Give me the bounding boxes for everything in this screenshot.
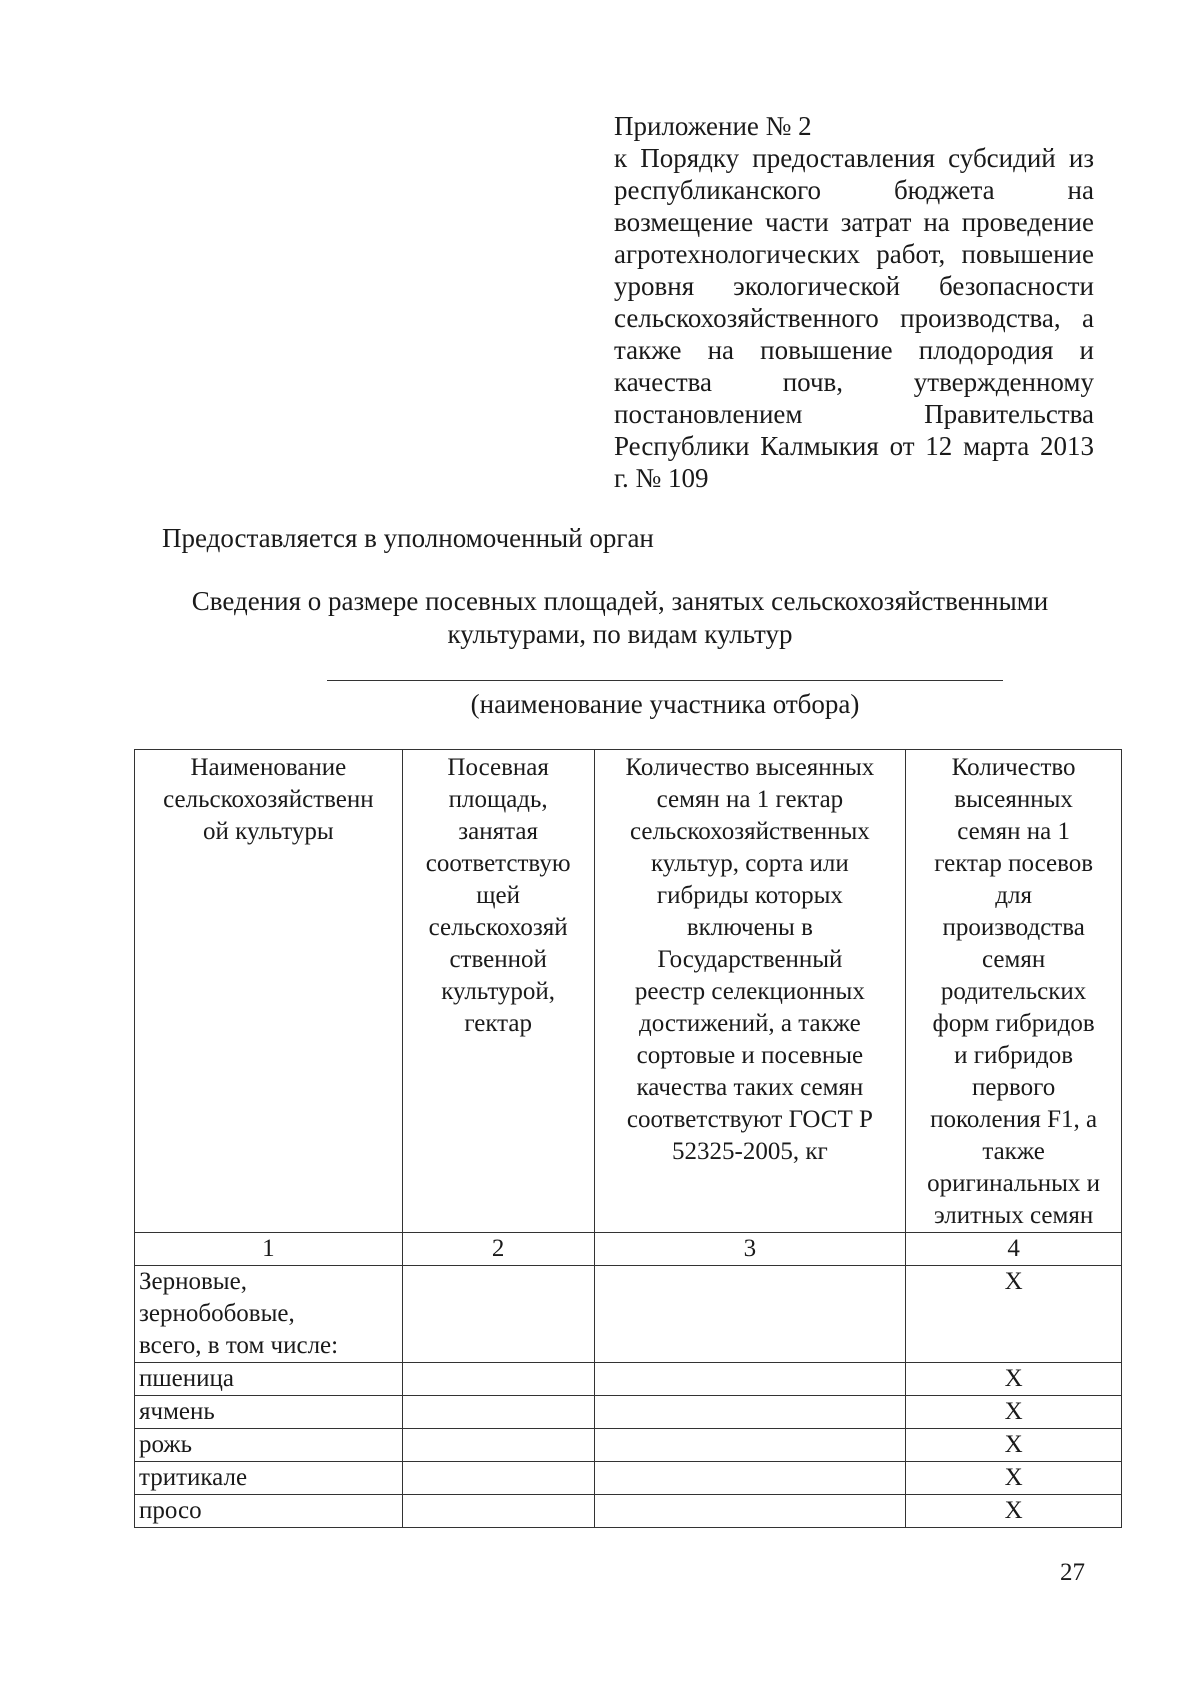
appendix-line: уровня экологической безопасности <box>614 271 1094 301</box>
sown-area-cell <box>402 1396 594 1429</box>
seeds-cell <box>594 1396 906 1429</box>
header-hybrid-seeds-per-hectare: Количество высеянных семян на 1 гектар посевов для производства семян родительских форм гибридов и гибридов первого поколения F1, а также оригинальных и элитных семян <box>906 750 1122 1233</box>
appendix-line: агротехнологических работ, повышение <box>614 239 1094 269</box>
column-number-row <box>135 1233 1122 1266</box>
page-number: 27 <box>1060 1559 1085 1586</box>
crop-name-cell: тритикале <box>135 1462 403 1495</box>
crop-name-cell: просо <box>135 1495 403 1528</box>
seeds-cell <box>594 1462 906 1495</box>
appendix-line: Республики Калмыкия от 12 марта 2013 <box>614 431 1094 461</box>
crop-name-cell: рожь <box>135 1429 403 1462</box>
hybrid-seeds-cell: X <box>906 1396 1122 1429</box>
table-row <box>135 1363 1122 1396</box>
column-number: 4 <box>906 1233 1122 1266</box>
appendix-line: к Порядку предоставления субсидий из <box>614 143 1094 173</box>
table-row <box>135 1266 1122 1363</box>
appendix-line: постановлением Правительства <box>614 399 1094 429</box>
appendix-line: возмещение части затрат на проведение <box>614 207 1094 237</box>
column-number: 3 <box>594 1233 906 1266</box>
appendix-line: сельскохозяйственного производства, а <box>614 303 1094 333</box>
document-title <box>130 585 1110 651</box>
header-crop-name: Наименование сельскохозяйственн ой культуры <box>135 750 403 1233</box>
header-seeds-per-hectare: Количество высеянных семян на 1 гектар сельскохозяйственных культур, сорта или гибриды которых включены в Государственный реестр селекционных достижений, а также сортовые и посевные качества таких семян соответствуют ГОСТ Р 52325-2005, кг <box>594 750 906 1233</box>
seeds-cell <box>594 1429 906 1462</box>
crop-area-table <box>134 749 1122 1528</box>
table-header-row <box>135 750 1122 1233</box>
sown-area-cell <box>402 1429 594 1462</box>
hybrid-seeds-cell: X <box>906 1462 1122 1495</box>
table-row <box>135 1396 1122 1429</box>
participant-name-blank-line <box>327 680 1003 681</box>
hybrid-seeds-cell: X <box>906 1363 1122 1396</box>
crop-name-cell: Зерновые, зернобобовые, всего, в том числе: <box>135 1266 403 1363</box>
hybrid-seeds-cell: X <box>906 1429 1122 1462</box>
sown-area-cell <box>402 1495 594 1528</box>
column-number: 2 <box>402 1233 594 1266</box>
submit-note: Предоставляется в уполномоченный орган <box>162 523 654 553</box>
document-title-line: культурами, по видам культур <box>447 619 793 649</box>
crop-name-cell: ячмень <box>135 1396 403 1429</box>
table-row <box>135 1495 1122 1528</box>
appendix-line: республиканского бюджета на <box>614 175 1094 205</box>
seeds-cell <box>594 1363 906 1396</box>
appendix-heading: Приложение № 2 <box>614 111 812 141</box>
sown-area-cell <box>402 1363 594 1396</box>
appendix-line: г. № 109 <box>614 463 709 493</box>
appendix-line: качества почв, утвержденному <box>614 367 1094 397</box>
column-number: 1 <box>135 1233 403 1266</box>
appendix-line: также на повышение плодородия и <box>614 335 1094 365</box>
appendix-reference <box>614 110 1094 494</box>
sown-area-cell <box>402 1266 594 1363</box>
seeds-cell <box>594 1266 906 1363</box>
seeds-cell <box>594 1495 906 1528</box>
participant-name-caption: (наименование участника отбора) <box>470 689 860 719</box>
table-row <box>135 1462 1122 1495</box>
hybrid-seeds-cell: X <box>906 1495 1122 1528</box>
hybrid-seeds-cell: X <box>906 1266 1122 1363</box>
table-row <box>135 1429 1122 1462</box>
sown-area-cell <box>402 1462 594 1495</box>
crop-name-cell: пшеница <box>135 1363 403 1396</box>
document-title-line: Сведения о размере посевных площадей, занятых сельскохозяйственными <box>191 586 1049 616</box>
header-sown-area: Посевная площадь, занятая соответствую щей сельскохозяй ственной культурой, гектар <box>402 750 594 1233</box>
